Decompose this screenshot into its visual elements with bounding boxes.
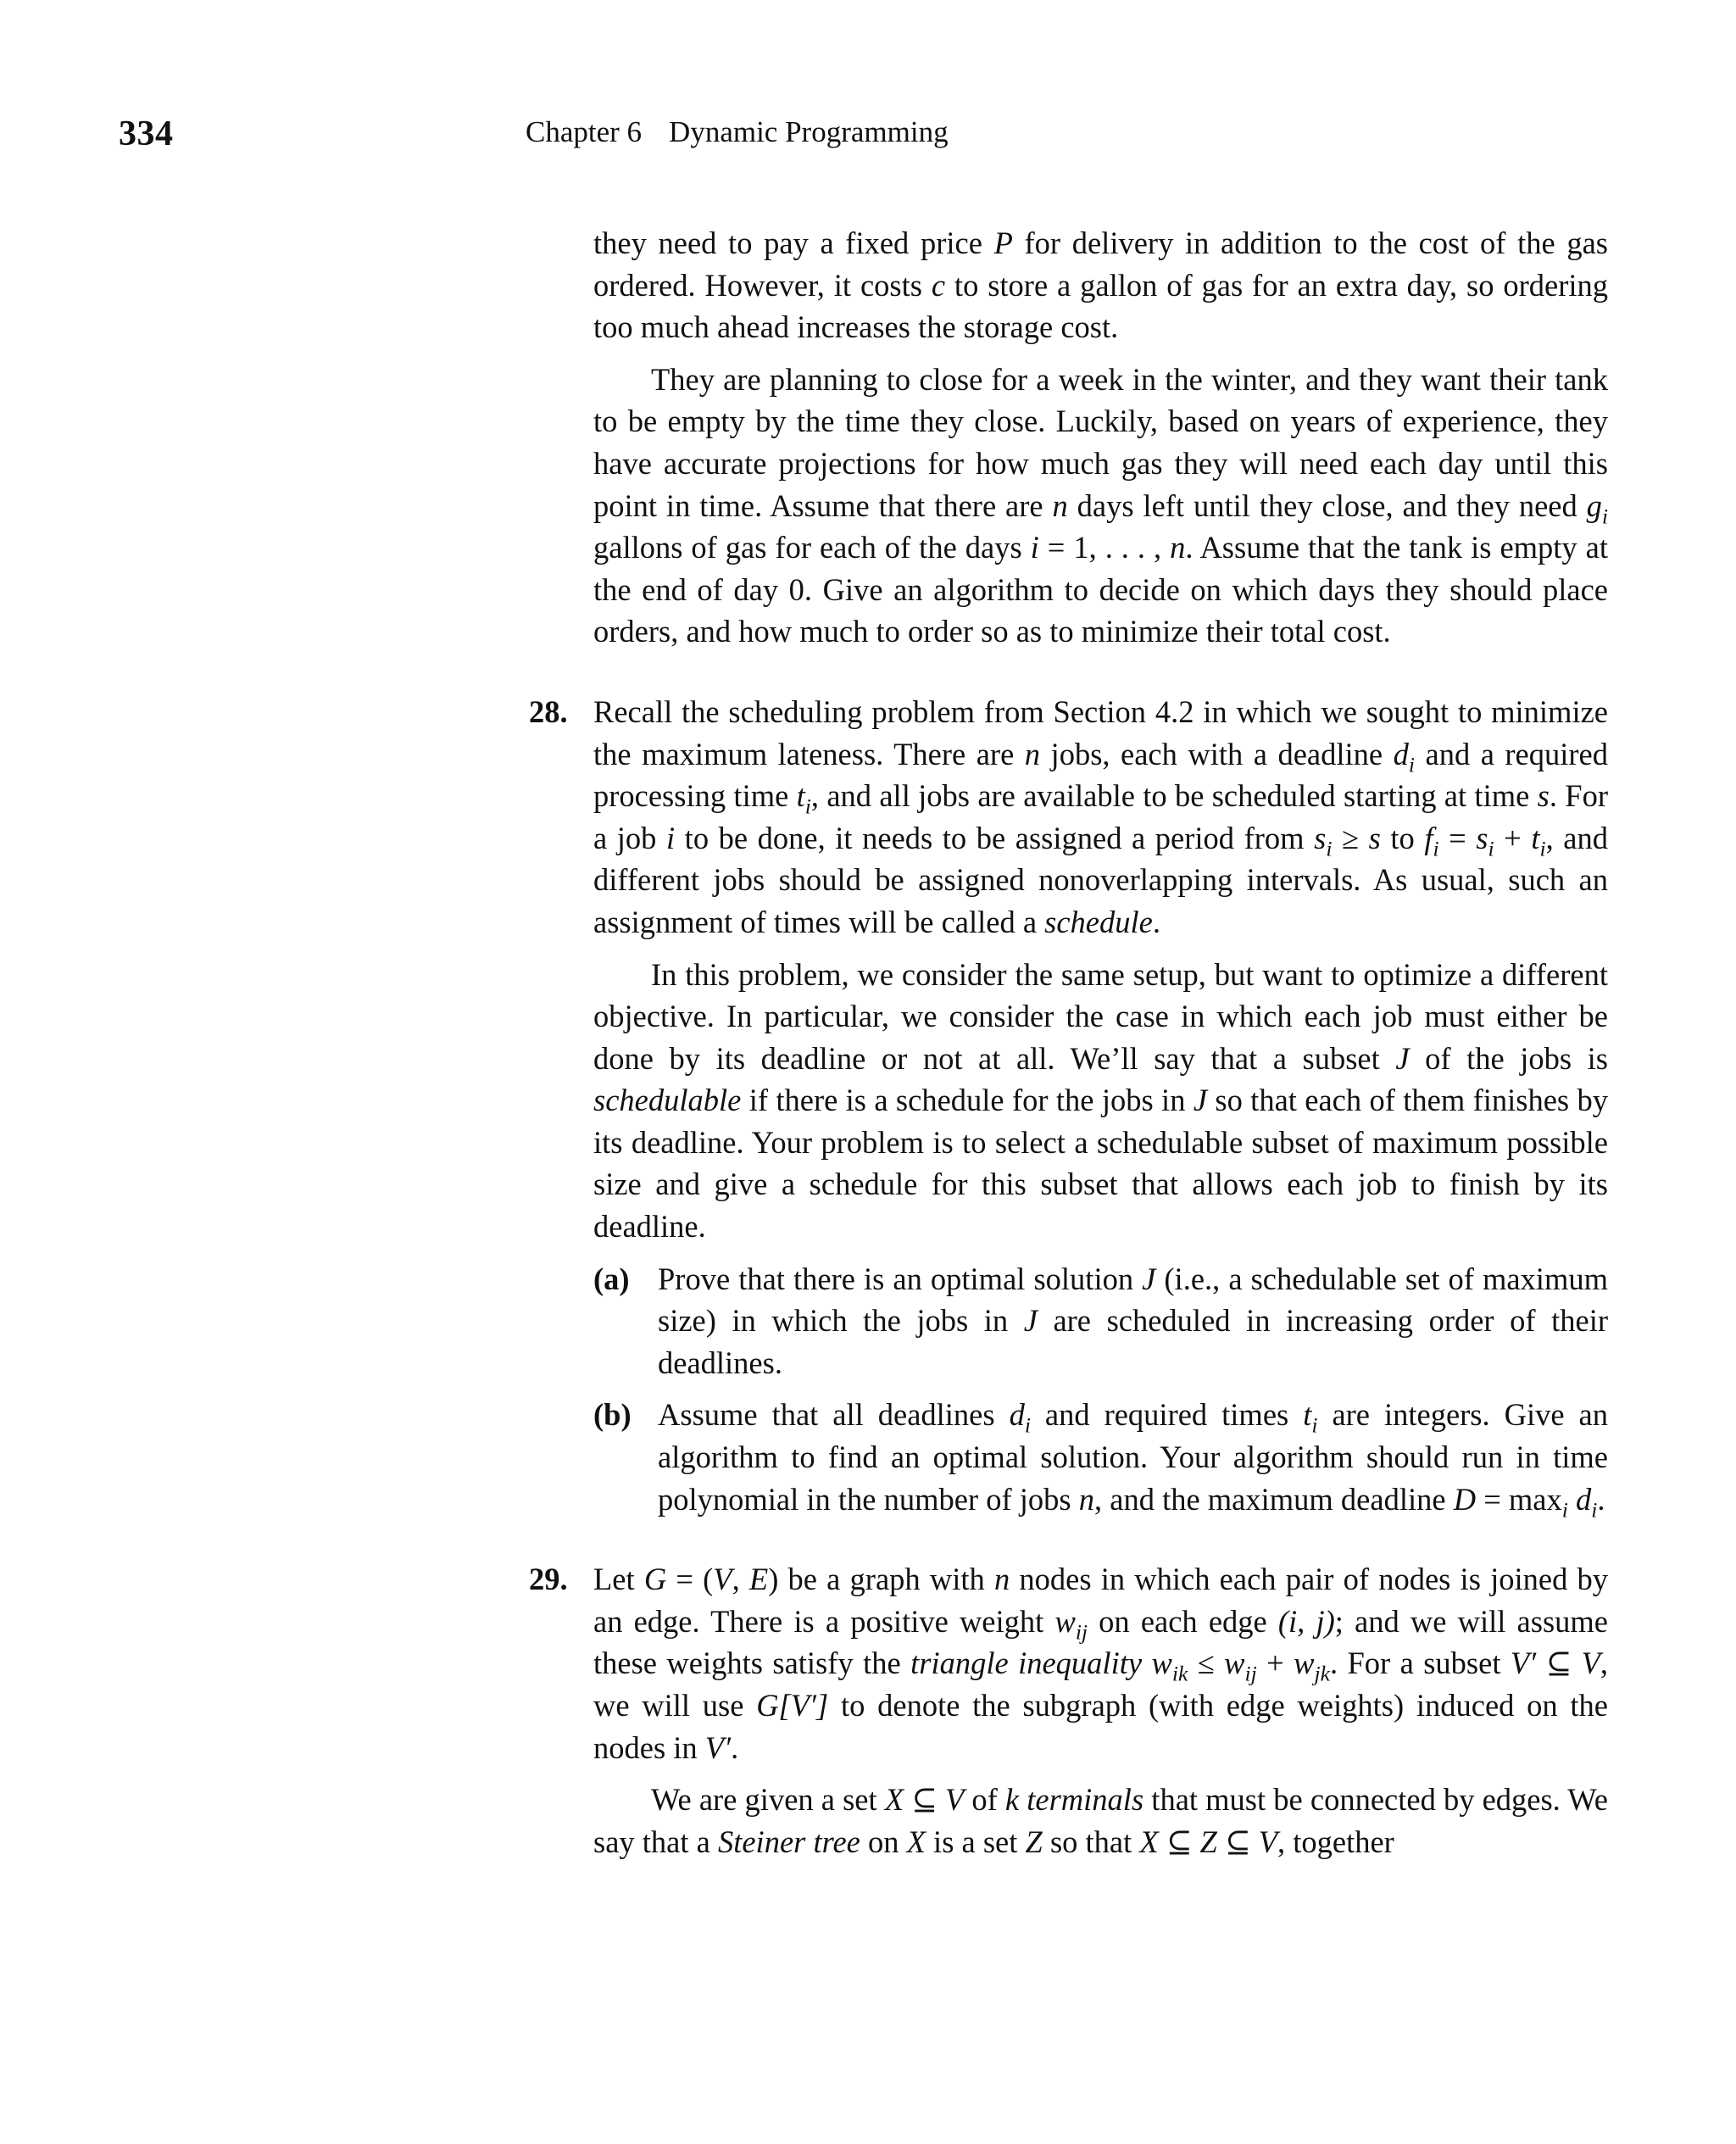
part-label: (b) <box>593 1397 632 1433</box>
problem-28-part-b: (b) Assume that all deadlines $d_i$ and required times $t_i$ are integers. Give an algorithm to find an optimal solution. Your algorithm should run in time polynomial in the number of jobs n, and the maximum deadline $D = \max_i d_i$. <box>593 1394 1608 1520</box>
chapter-label: Chapter 6 <box>526 115 643 148</box>
continued-paragraph-1: they need to pay a fixed price P for delivery in addition to the cost of the gas ordered. However, it costs c to store a gallon of gas for an extra day, so ordering too much ahead increases the storage cost. <box>593 226 1608 345</box>
problem-29 <box>529 1558 1609 1863</box>
problem-29-paragraph-1: Let G = (V, E) be a graph with n nodes in which each pair of nodes is joined by an edge. There is a positive weight $w_{ij}$ on each edge (i, j); and we will assume these weights satisfy the triangle inequality $w_{ik} \le w_{ij} + w_{jk}$. For a subset V′ ⊆ V, we will use G[V′] to denote the subgraph (with edge weights) induced on the nodes in V′. <box>593 1562 1609 1765</box>
continued-paragraph-2: They are planning to close for a week in the winter, and they want their tank to be empty by the time they close. Luckily, based on years of experience, they have accurate projections for how much gas they will need each day until this point in time. Assume that there are n days left until they close, and they need $g_i$ gallons of gas for each of the days i = 1, . . . , n. Assume that the tank is empty at the end of day 0. Give an algorithm to decide on which days they should place orders, and how much to order so as to minimize their total cost. <box>593 361 1609 649</box>
problem-28-paragraph-1: Recall the scheduling problem from Section 4.2 in which we sought to minimize the maximum lateness. There are n jobs, each with a deadline $d_i$ and a required processing time $t_i$, and all jobs are available to be scheduled starting at time s. For a job i to be done, it needs to be assigned a period from $s_i \ge s$ to $f_i = s_i + t_i$, and different jobs should be assigned nonoverlapping intervals. As usual, such an assignment of times will be called a schedule. <box>593 693 1608 939</box>
problem-28-part-a: (a) Prove that there is an optimal solution J (i.e., a schedulable set of maximum size) in which the jobs in J are scheduled in increasing order of their deadlines. <box>593 1258 1608 1384</box>
problem-number: 28. <box>529 693 568 729</box>
problem-28-paragraph-2: In this problem, we consider the same setup, but want to optimize a different objective. In particular, we consider the case in which each job must either be done by its deadline or not at all. We’ll say that a subset J of the jobs is schedulable if there is a schedule for the jobs in J so that each of them finishes by its deadline. Your problem is to select a schedulable subset of maximum possible size and give a schedule for this subset that allows each job to finish by its deadline. <box>593 956 1609 1245</box>
page-body <box>529 222 1609 1863</box>
problem-28 <box>529 691 1609 1522</box>
running-head <box>526 115 949 149</box>
part-label: (a) <box>593 1261 630 1296</box>
chapter-title: Dynamic Programming <box>669 115 949 148</box>
page-number: 334 <box>119 114 174 153</box>
problem-28-parts <box>593 1258 1608 1521</box>
problem-number: 29. <box>529 1562 568 1597</box>
problem-29-paragraph-2: We are given a set X ⊆ V of k terminals that must be connected by edges. We say that a Steiner tree on X is a set Z so that X ⊆ Z ⊆ V, together <box>593 1782 1609 1859</box>
